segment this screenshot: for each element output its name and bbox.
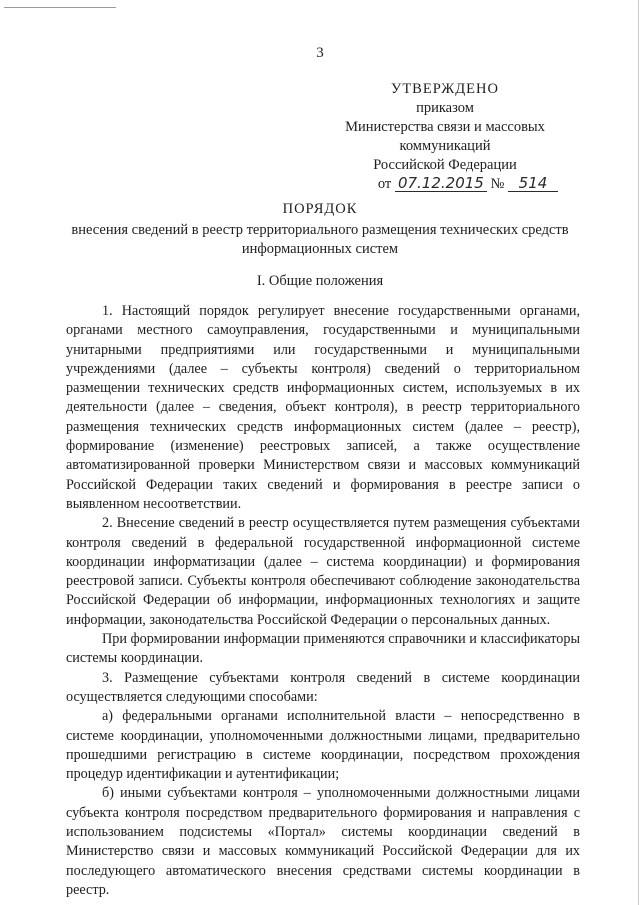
approval-date-line xyxy=(330,175,560,194)
paragraph-3: 3. Размещение субъектами контроля сведений в системе координации осуществляется следующими способами: xyxy=(66,669,580,705)
date-prefix: от xyxy=(377,176,392,192)
number-prefix: № xyxy=(490,176,505,192)
page-number: 3 xyxy=(316,45,324,61)
approval-line-order: приказом xyxy=(416,100,474,116)
paragraph-2: 2. Внесение сведений в реестр осуществляется путем размещения субъектами контроля сведений в федеральной государственной информационной системе координации информатизации (далее – система координации) и формирования реестровой записи. Субъекты контроля обеспечивают соблюдение законодательства Российской Федерации об информации, информационных технологиях и защите информации, законодательства Российской Федерации о персональных данных. xyxy=(66,515,580,628)
approval-stamp xyxy=(330,80,560,194)
scan-edge-mark xyxy=(4,7,116,8)
paragraph-1: 1. Настоящий порядок регулирует внесение государственными органами, органами местного самоуправления, государственными и муниципальными унитарными предприятиями или государственными и муниципальными учреждениями (далее – субъекты контроля) сведений о территориальном размещении технических средств информационных систем, используемых в их деятельности (далее – сведения, объект контроля), в реестр территориального размещения технических средств информационных систем (далее – реестр), формирование (изменение) реестровых записей, а также осуществление автоматизированной проверки Министерством связи и массовых коммуникаций Российской Федерации таких сведений и формирования в реестре записи о выявленном несоответствии. xyxy=(66,303,580,512)
document-subtitle: внесения сведений в реестр территориального размещения технических средств информационных систем xyxy=(71,222,569,257)
handwritten-number: 514 xyxy=(508,176,558,192)
handwritten-date: 07.12.2015 xyxy=(395,176,487,192)
approval-line-ministry: Министерства связи и массовых xyxy=(345,119,545,135)
paragraph-3b: б) иными субъектами контроля – уполномоченными должностными лицами субъекта контроля посредством предварительного формирования и направления с использованием подсистемы «Портал» системы координации сведений в Министерство связи и массовых коммуникаций Российской Федерации для их последующего автоматического внесения средствами системы координации в реестр. xyxy=(66,785,580,898)
section-heading: I. Общие положения xyxy=(256,273,384,289)
approval-line-federation: Российской Федерации xyxy=(373,157,517,173)
approval-heading: УТВЕРЖДЕНО xyxy=(391,81,499,97)
approval-line-communications: коммуникаций xyxy=(399,138,491,154)
document-title-block xyxy=(50,200,590,259)
scan-edge-border xyxy=(638,0,639,905)
paragraph-3a: а) федеральными органами исполнительной власти – непосредственно в системе координации, уполномоченными должностными лицами, предварительно прошедшими регистрацию в системе координации, посредством прохождения процедур идентификации и аутентификации; xyxy=(66,708,580,783)
document-title: ПОРЯДОК xyxy=(282,201,358,217)
document-body xyxy=(66,302,580,900)
paragraph-2-continued: При формировании информации применяются справочники и классификаторы системы координации. xyxy=(66,631,580,667)
